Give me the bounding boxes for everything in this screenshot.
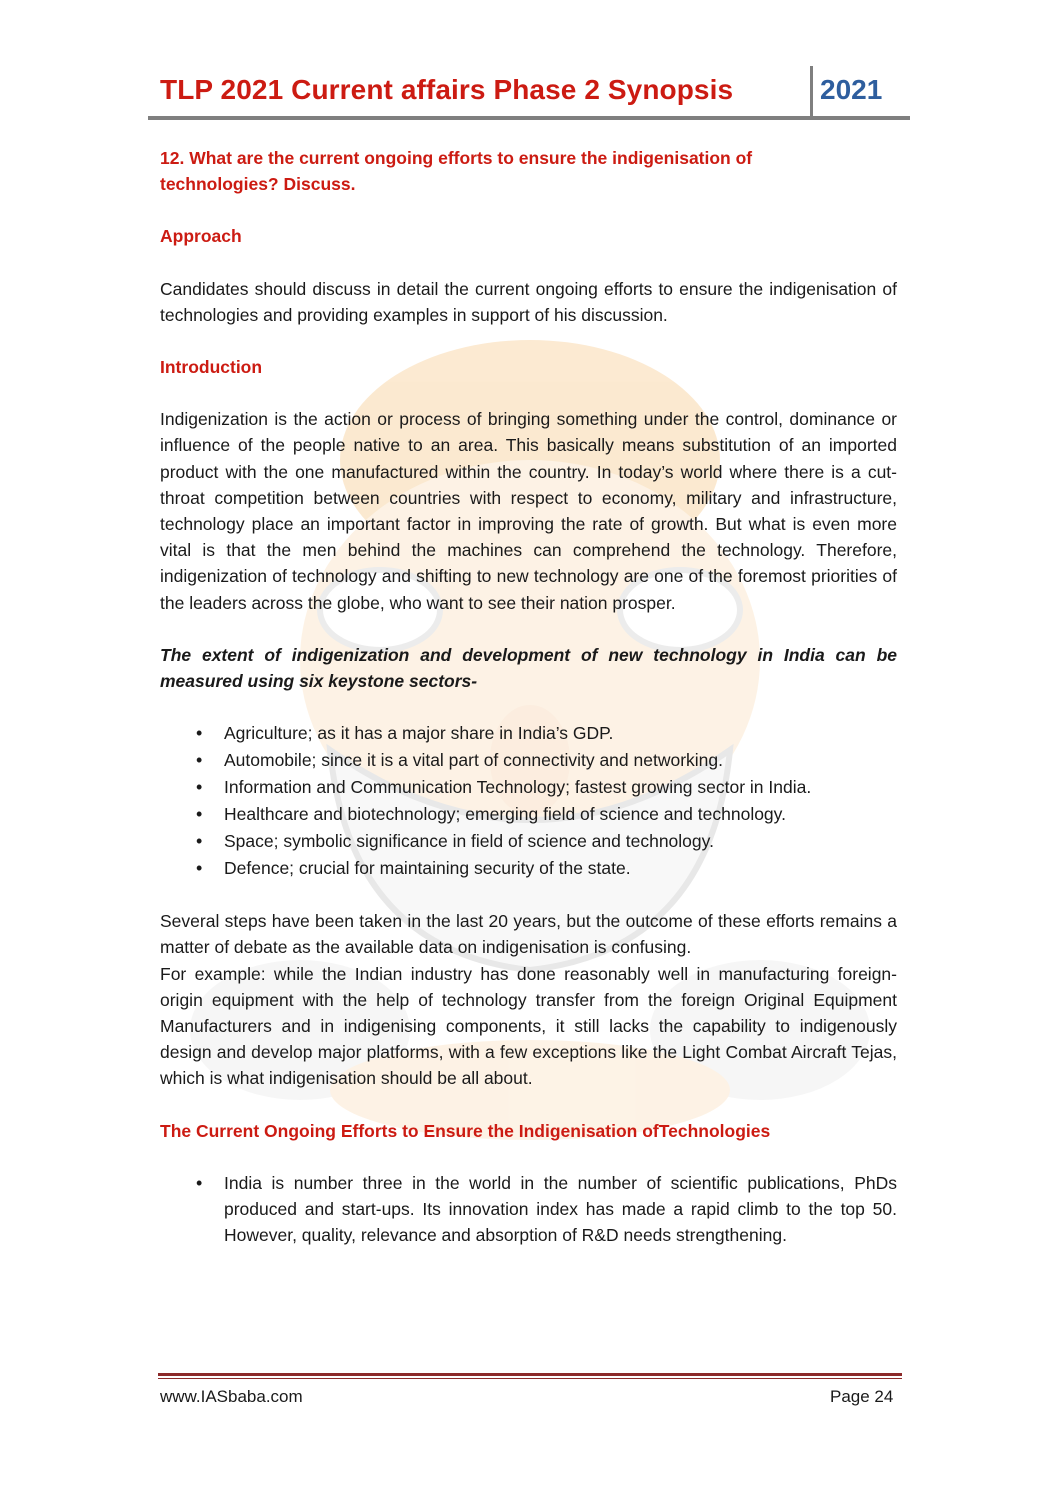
list-item: • Agriculture; as it has a major share in India’s GDP.	[160, 720, 897, 747]
footer-website-link[interactable]: www.IASbaba.com	[160, 1387, 303, 1406]
page-header	[148, 66, 910, 120]
header-rule	[148, 116, 910, 120]
approach-heading: Approach	[160, 226, 242, 247]
document-body	[160, 145, 897, 1248]
efforts-list	[160, 1170, 897, 1249]
list-item: • Information and Communication Technology; fastest growing sector in India.	[160, 774, 897, 801]
introduction-heading: Introduction	[160, 357, 263, 378]
sectors-lead: The extent of indigenization and development of new technology in India can be measured using six keystone sectors-	[160, 644, 897, 692]
list-item: • Healthcare and biotechnology; emerging field of science and technology.	[160, 801, 897, 828]
list-item: • Space; symbolic significance in field of science and technology.	[160, 828, 897, 855]
list-item: • Defence; crucial for maintaining security of the state.	[160, 855, 897, 882]
sectors-list	[160, 720, 897, 882]
footer-rule-thin	[158, 1378, 902, 1379]
header-title: TLP 2021 Current affairs Phase 2 Synopsis	[160, 74, 734, 105]
introduction-text: Indigenization is the action or process of bringing something under the control, dominance or influence of the people native to an area. This basically means substitution of an imported product with the one manufactured within the country. In today’s world where there is a cut-throat competition between countries with respect to economy, military and infrastructure, technology place an important factor in improving the rate of growth. But what is even more vital is that the men behind the machines can comprehend the technology. Therefore, indigenization of technology and shifting to new technology are one of the foremost priorities of the leaders across the globe, who want to see their nation prosper.	[160, 409, 897, 613]
footer-rule	[158, 1373, 902, 1376]
header-divider	[810, 66, 813, 116]
steps-paragraph-1: Several steps have been taken in the last 20 years, but the outcome of these efforts remains a matter of debate as the available data on indigenisation is confusing.	[160, 911, 897, 958]
list-item: • India is number three in the world in the number of scientific publications, PhDs produced and start-ups. Its innovation index has made a rapid climb to the top 50. However, quality, relevance and absorption of R&D needs strengthening.	[160, 1170, 897, 1249]
approach-text: Candidates should discuss in detail the current ongoing efforts to ensure the indigenisation of technologies and providing examples in support of his discussion.	[160, 278, 897, 325]
footer-page-number: Page 24	[830, 1387, 894, 1406]
header-year: 2021	[820, 74, 883, 105]
question-title: 12. What are the current ongoing efforts to ensure the indigenisation of technologies? Discuss.	[160, 148, 753, 195]
list-item: • Automobile; since it is a vital part of connectivity and networking.	[160, 747, 897, 774]
steps-paragraph-2: For example: while the Indian industry has done reasonably well in manufacturing foreign-origin equipment with the help of technology transfer from the foreign Original Equipment Manufacturers and in indigenising components, it still lacks the capability to indigenously design and develop major platforms, with a few exceptions like the Light Combat Aircraft Tejas, which is what indigenisation should be all about.	[160, 963, 897, 1089]
efforts-heading: The Current Ongoing Efforts to Ensure the Indigenisation ofTechnologies	[160, 1120, 771, 1141]
